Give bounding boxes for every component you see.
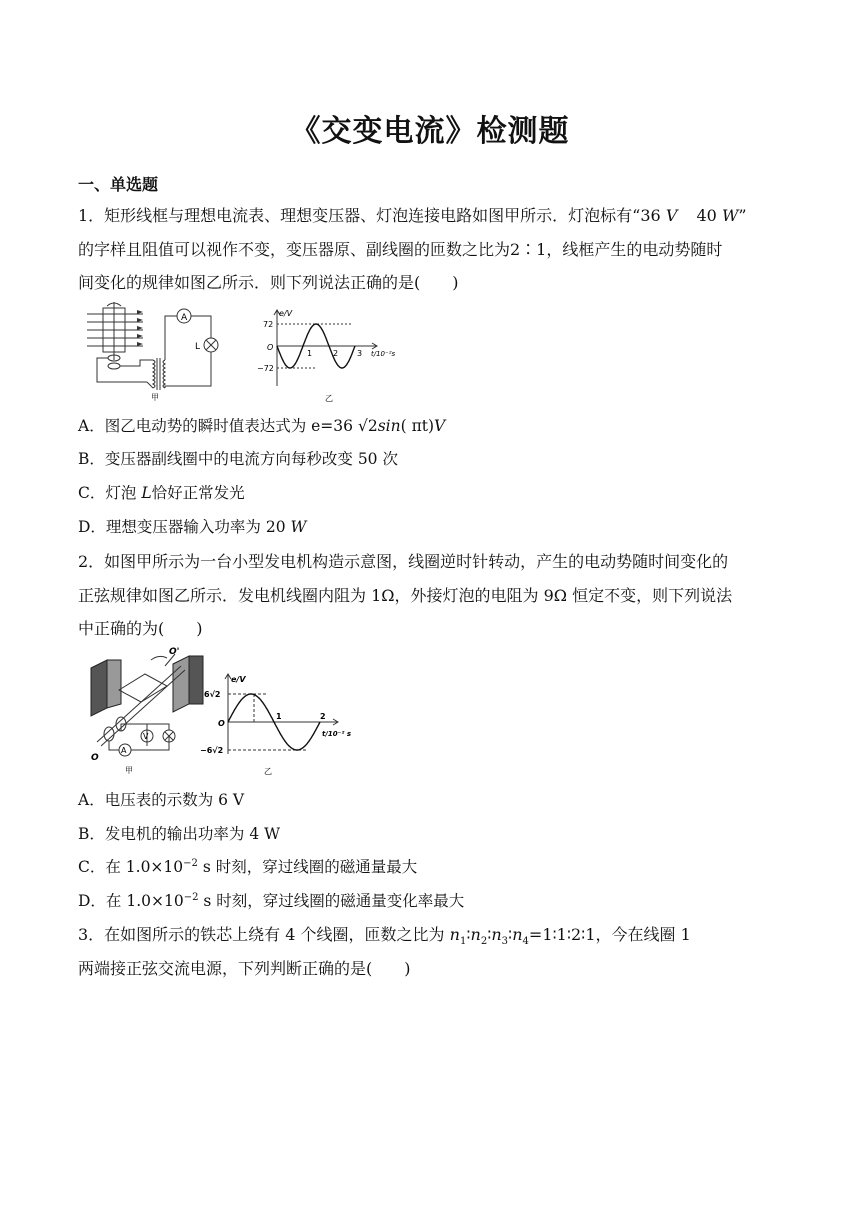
q2-option-d-suffix: s 时刻，穿过线圈的磁通量变化率最大: [198, 892, 465, 910]
q1-option-a-unit: V: [434, 417, 446, 435]
q3-n4-sub: 4: [522, 936, 529, 948]
q1-y-max-label: 72: [263, 320, 274, 329]
q2-x-tick-1: 1: [276, 712, 282, 721]
q2-option-c-exponent: −2: [183, 857, 198, 869]
q1-option-a-paren: ( πt): [400, 417, 435, 435]
q1-circuit-figure: [85, 300, 225, 402]
q3-sep-3: ∶: [508, 925, 513, 944]
q2-line-3: 中正确的为( ): [78, 619, 203, 638]
q1-x-axis-label: t/10⁻²s: [371, 350, 396, 358]
q1-option-a-sqrt: √2: [357, 417, 378, 435]
q1-x-tick-3: 3: [357, 349, 363, 358]
q3-line-2: 两端接正弦交流电源，下列判断正确的是( ): [78, 959, 411, 978]
q2-option-d[interactable]: [78, 889, 464, 911]
q1-option-d[interactable]: [78, 515, 306, 537]
q2-line-1: 2．如图甲所示为一台小型发电机构造示意图，线圈逆时针转动，产生的电动势随时间变化的: [78, 552, 729, 571]
q3-ratio: =1∶1∶2∶1，今在线圈 1: [528, 925, 691, 944]
q2-option-c-suffix: s 时刻，穿过线圈的磁通量最大: [197, 858, 418, 876]
q1-option-c[interactable]: [78, 481, 245, 503]
q1-option-d-unit: W: [290, 518, 307, 536]
q1-waveform-figure: [255, 306, 405, 404]
q2-option-c[interactable]: [78, 855, 417, 877]
q1-option-a[interactable]: [78, 414, 445, 436]
lamp-label: L: [195, 342, 201, 352]
q1-fig1-caption: 甲: [151, 393, 159, 402]
q1-option-b[interactable]: B．变压器副线圈中的电流方向每秒改变 50 次: [78, 450, 398, 468]
q1-line-1: [78, 203, 747, 226]
q1-option-c-prefix: C．灯泡: [78, 484, 137, 502]
q1-unit-w: W: [721, 206, 739, 225]
q1-origin-label: O: [267, 343, 274, 352]
q3-sep-2: ∶: [487, 925, 492, 944]
q1-option-d-prefix: D．理想变压器输入功率为 20: [78, 518, 286, 536]
q1-quote-end: ”: [738, 206, 747, 225]
q2-line-2: 正弦规律如图乙所示．发电机线圈内阻为 1Ω，外接灯泡的电阻为 9Ω 恒定不变，则下列说法: [78, 586, 733, 605]
q2-option-b[interactable]: B．发电机的输出功率为 4 W: [78, 825, 281, 843]
q2-x-axis-label: t/10⁻² s: [322, 730, 352, 738]
q2-y-min-label: −6√2: [200, 746, 224, 755]
q3-line-1: [78, 922, 691, 947]
q2-option-c-prefix: C．在 1.0×10: [78, 858, 184, 876]
q1-option-a-sin: sin: [377, 417, 401, 435]
ammeter-label: A: [181, 313, 188, 323]
q2-option-a[interactable]: A．电压表的示数为 6 V: [78, 791, 245, 809]
q2-axis-bottom-label: O: [91, 753, 99, 763]
q3-sep-1: ∶: [466, 925, 471, 944]
q2-option-d-prefix: D．在 1.0×10: [78, 892, 184, 910]
q2-ammeter-label: A: [121, 746, 127, 755]
q2-y-max-label: 6√2: [204, 690, 221, 699]
q2-axis-top-label: O': [169, 647, 180, 657]
q1-power-number: 40: [696, 206, 717, 225]
q1-y-min-label: −72: [257, 364, 274, 373]
q3-n2-sub: 2: [480, 936, 488, 948]
q1-option-c-lamp: L: [141, 484, 152, 502]
page-title: 《交变电流》检测题: [290, 114, 570, 149]
q1-unit-v: V: [665, 206, 678, 225]
q1-fig2-caption: 乙: [325, 394, 333, 403]
q1-option-a-prefix: A．图乙电动势的瞬时值表达式为 e=36: [78, 417, 354, 435]
q3-n1: n: [449, 925, 460, 944]
q3-n3-sub: 3: [501, 936, 509, 948]
q1-line-3: 间变化的规律如图乙所示．则下列说法正确的是( ): [78, 273, 459, 292]
q3-n3: n: [491, 925, 502, 944]
q2-fig2-caption: 乙: [264, 767, 272, 776]
q3-n4: n: [512, 925, 523, 944]
q1-x-tick-1: 1: [307, 349, 313, 358]
q2-voltmeter-label: V: [143, 732, 149, 741]
q1-line-2: 的字样且阻值可以视作不变，变压器原、副线圈的匝数之比为2∶1，线框产生的电动势随时: [78, 240, 723, 259]
q1-x-tick-2: 2: [333, 349, 339, 358]
q2-y-axis-label: e/V: [231, 675, 246, 684]
q2-option-d-exponent: −2: [183, 891, 199, 903]
section-heading: 一、单选题: [78, 175, 159, 194]
q2-origin-label: O: [218, 719, 225, 728]
q1-option-c-suffix: 恰好正常发光: [151, 484, 245, 502]
q2-x-tick-2: 2: [320, 712, 326, 721]
q3-text-prefix: 3．在如图所示的铁芯上绕有 4 个线圈，匝数之比为: [78, 925, 445, 944]
q2-fig1-caption: 甲: [125, 766, 133, 775]
q2-waveform-figure: [198, 670, 368, 780]
q2-generator-figure: [85, 646, 215, 776]
q3-n1-sub: 1: [459, 936, 467, 948]
q1-text-1: 1．矩形线框与理想电流表、理想变压器、灯泡连接电路如图甲所示．灯泡标有“36: [78, 206, 661, 225]
q1-y-axis-label: e/V: [279, 309, 293, 318]
q3-n2: n: [470, 925, 481, 944]
